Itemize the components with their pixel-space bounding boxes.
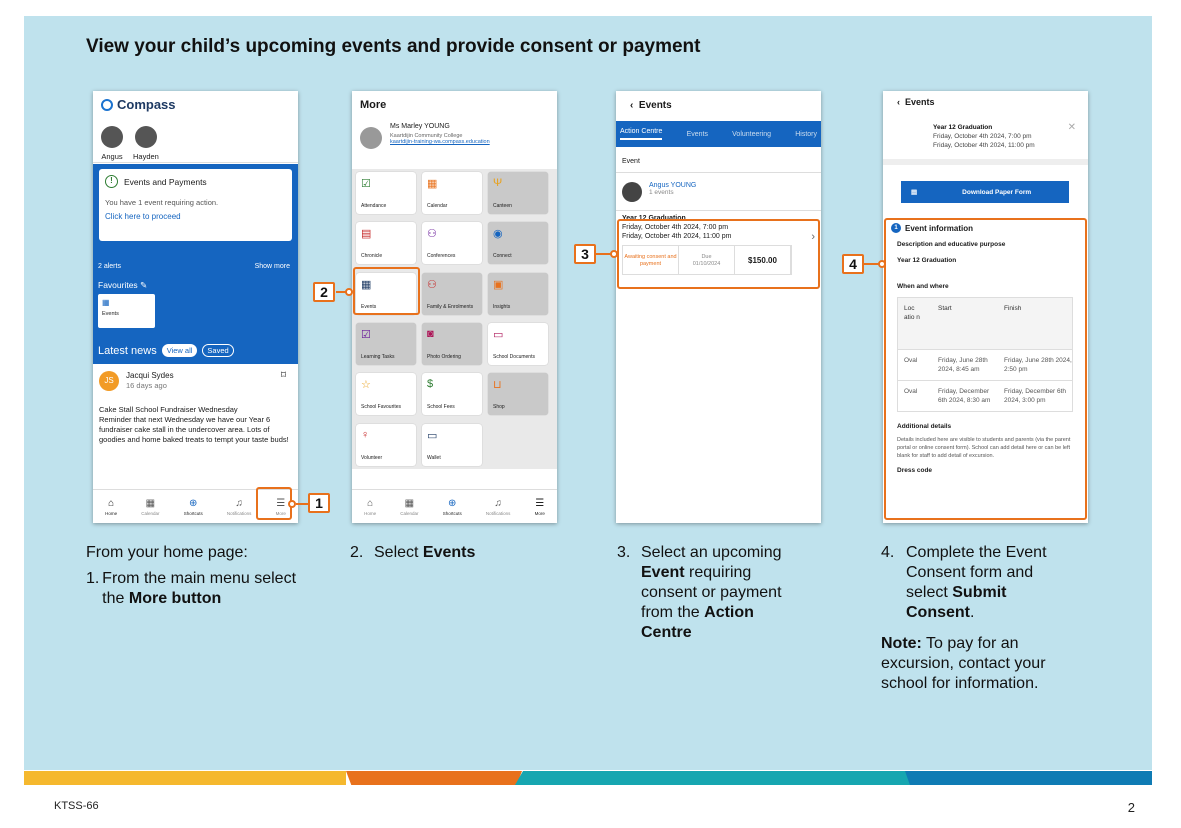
people-icon: ⚇: [427, 228, 437, 241]
footer-bar-orange: [346, 771, 522, 785]
saved-button[interactable]: Saved: [202, 344, 233, 357]
callout-3: 3: [574, 244, 596, 264]
phone-events-screen: [616, 91, 821, 523]
menu-icon: ☰: [535, 497, 545, 509]
student-angus[interactable]: Angus: [101, 126, 123, 162]
tile-connect[interactable]: ◉ Connect: [488, 222, 548, 264]
plus-circle-icon: ⊕: [189, 497, 198, 509]
tile-events[interactable]: ▦ Events: [356, 273, 416, 315]
tab-action-centre[interactable]: Action Centre: [620, 128, 662, 140]
document-code: KTSS-66: [54, 800, 99, 812]
phone-home-screen: [93, 91, 298, 523]
clipboard-icon: ▣: [493, 278, 504, 291]
tile-school-favourites[interactable]: ☆ School Favourites: [356, 373, 416, 415]
caption-step-2: 2. Select Events: [350, 544, 476, 561]
callout-line: [336, 291, 346, 293]
task-icon: ☑: [361, 328, 371, 341]
event-card[interactable]: Year 12 Graduation Friday, October 4th 2024, 7:00 pm Friday, October 4th 2024, 11:00 pm › Awaiting consent and payment Due 01/10/2024 $150.00: [616, 211, 821, 278]
tile-chronicle[interactable]: ▤ Chronicle: [356, 222, 416, 264]
nav-home[interactable]: ⌂ Home: [105, 497, 118, 516]
tile-attendance[interactable]: ☑ Attendance: [356, 172, 416, 214]
avatar: JS: [99, 371, 119, 391]
callout-connector: [610, 250, 618, 258]
folder-icon: ▭: [493, 328, 504, 341]
note-text: Note: To pay for an excursion, contact your school for information.: [881, 635, 1046, 692]
callout-2: 2: [313, 282, 335, 302]
callout-line: [864, 263, 879, 265]
favourites-label: Favourites ✎: [98, 280, 148, 290]
alerts-count: 2 alerts: [98, 263, 121, 270]
tab-history[interactable]: History: [795, 130, 817, 138]
screen-header: ‹ Events: [630, 100, 672, 111]
page-title: View your child’s upcoming events and provide consent or payment: [86, 36, 701, 57]
avatar: [135, 126, 157, 148]
page-number: 2: [1127, 800, 1135, 815]
due-date: Due 01/10/2024: [679, 246, 735, 274]
money-icon: $: [427, 378, 434, 391]
tile-school-fees[interactable]: $ School Fees: [422, 373, 482, 415]
download-paper-form-button[interactable]: ▤ Download Paper Form: [901, 181, 1069, 203]
menu-icon: ☰: [276, 497, 286, 509]
caption-step-4: 4. Complete the Event Consent form and select Submit Consent. Note: To pay for an excursion, contact your school for information.: [881, 543, 1076, 694]
callout-1: 1: [308, 493, 330, 513]
nav-calendar[interactable]: ▦ Calendar: [400, 497, 419, 516]
screen-title: More: [360, 99, 387, 111]
family-icon: ⚇: [427, 278, 437, 291]
proceed-link[interactable]: Click here to proceed: [105, 212, 181, 221]
tile-shop[interactable]: ⊔ Shop: [488, 373, 548, 415]
school-link[interactable]: kaartdijin-training-wa.compass.education: [390, 139, 490, 145]
nav-shortcuts[interactable]: ⊕ Shortcuts: [442, 497, 462, 516]
tile-insights[interactable]: ▣ Insights: [488, 273, 548, 315]
app-header: [93, 91, 298, 118]
wallet-icon: ▭: [427, 429, 438, 442]
nav-more[interactable]: ☰ More: [534, 497, 545, 516]
caption-step-3: 3. Select an upcoming Event requiring consent or payment from the Action Centre: [617, 544, 782, 641]
document-icon: ▤: [361, 228, 372, 241]
callout-connector: [288, 500, 296, 508]
highlight-events-tile: [353, 267, 420, 315]
star-icon: ☆: [361, 379, 371, 392]
calendar-icon: ▦: [145, 497, 156, 509]
screen-header: ‹ Events: [897, 97, 935, 107]
section-label: Event: [616, 151, 821, 173]
tile-volunteer[interactable]: ♀ Volunteer: [356, 424, 416, 466]
avatar: [622, 182, 642, 202]
view-all-button[interactable]: View all: [162, 344, 198, 357]
calendar-icon: ▦: [361, 278, 372, 291]
bell-icon: ♫: [494, 497, 502, 509]
news-post[interactable]: JS Jacqui Sydes 16 days ago ⌑ Cake Stall School Fundraiser Wednesday Reminder that next Wednesday we have our Year 6 fundraiser cake stall in the undercover area. Lots of goodies and home baked treats to tempt your taste buds!: [99, 370, 289, 444]
avatar: [101, 126, 123, 148]
home-icon: ⌂: [367, 497, 374, 509]
table-row: Oval Friday, June 28th 2024, 8:45 am Friday, June 28th 2024, 2:50 pm: [898, 350, 1072, 381]
nav-more[interactable]: ☰ More: [275, 497, 286, 516]
caption-step-1: From your home page: 1. From the main menu select the More button: [86, 544, 297, 607]
plus-circle-icon: ⊕: [448, 497, 457, 509]
tile-wallet[interactable]: ▭ Wallet: [422, 424, 482, 466]
back-icon[interactable]: ‹: [630, 100, 634, 111]
chat-icon: ◉: [493, 228, 503, 241]
events-payments-card[interactable]: ! Events and Payments You have 1 event requiring action. Click here to proceed: [99, 169, 292, 241]
callout-4: 4: [842, 254, 864, 274]
avatar: [360, 127, 382, 149]
nav-notifications[interactable]: ♫ Notifications: [226, 497, 252, 516]
footer-bar-yellow: [24, 771, 346, 785]
tab-events[interactable]: Events: [686, 130, 708, 138]
tile-calendar[interactable]: ▦ Calendar: [422, 172, 482, 214]
bottom-nav: [352, 489, 557, 523]
fav-events-tile[interactable]: ▦ Events: [98, 294, 155, 328]
status-badge: Awaiting consent and payment: [623, 246, 679, 274]
tile-canteen[interactable]: Ψ Canteen: [488, 172, 548, 214]
table-row: Oval Friday, December 6th 2024, 8:30 am Friday, December 6th 2024, 3:00 pm: [904, 388, 1067, 404]
table-header: Loc atio n Start Finish: [898, 298, 1072, 350]
nav-shortcuts[interactable]: ⊕ Shortcuts: [183, 497, 203, 516]
calendar-icon: ▦: [102, 298, 110, 307]
footer-bar-blue: [905, 771, 1152, 785]
calendar-icon: ▦: [427, 178, 438, 190]
footer-bar-teal: [515, 771, 915, 785]
tab-bar: [616, 121, 821, 147]
home-icon: ⌂: [108, 497, 115, 509]
nav-notifications[interactable]: ♫ Notifications: [485, 497, 511, 516]
volunteer-icon: ♀: [361, 428, 370, 441]
bookmark-icon[interactable]: ⌑: [280, 370, 286, 381]
student-row: Angus YOUNG 1 events: [616, 173, 821, 211]
latest-news-row: Latest news View all Saved: [98, 344, 234, 357]
tile-school-documents[interactable]: ▭ School Documents: [488, 323, 548, 365]
callout-connector: [345, 288, 353, 296]
price: $150.00: [735, 246, 791, 274]
bell-icon: ♫: [235, 497, 243, 509]
checklist-icon: ☑: [361, 178, 371, 190]
highlight-event-information: [884, 218, 1087, 520]
document-icon: ▤: [911, 189, 918, 196]
event-information-section: 1 Event information Description and educative purpose Year 12 Graduation When and where Loc atio n Start Finish Oval Friday, June 28th 2024, 8:45 am Friday, June 28th 2024, 2:50 pm Oval Friday, December 6th 2024, 8:30 am Friday, December 6th 2024, 3:00 pm Additional details Details included here are visible to students and parents (via the parent portal or online consent form). School can add detail here or can be left blank for staff to add detail of excursion. Dress code: [883, 219, 1088, 479]
cutlery-icon: Ψ: [493, 177, 503, 189]
show-more-link[interactable]: Show more: [254, 263, 290, 270]
tab-volunteering[interactable]: Volunteering: [732, 130, 772, 138]
profile-row: Ms Marley YOUNG Kaartdijin Community College kaartdijin-training-wa.compass.education: [352, 119, 557, 161]
tile-photo-ordering[interactable]: ◙ Photo Ordering: [422, 323, 482, 365]
close-icon[interactable]: ✕: [1067, 122, 1076, 133]
camera-icon: ◙: [427, 327, 434, 340]
nav-home[interactable]: ⌂ Home: [364, 497, 377, 516]
callout-line: [596, 253, 611, 255]
back-icon[interactable]: ‹: [897, 97, 900, 107]
calendar-icon: ▦: [404, 497, 415, 509]
pencil-icon[interactable]: ✎: [140, 280, 148, 290]
tile-conferences[interactable]: ⚇ Conferences: [422, 222, 482, 264]
nav-calendar[interactable]: ▦ Calendar: [141, 497, 160, 516]
menu-grid: [352, 169, 557, 469]
compass-logo-icon: [101, 99, 113, 111]
brand-name: Compass: [117, 97, 176, 112]
step-badge: 1: [891, 223, 901, 233]
highlight-event-card: [617, 219, 820, 289]
event-summary: Year 12 Graduation Friday, October 4th 2024, 7:00 pm Friday, October 4th 2024, 11:00 pm ✕: [883, 117, 1088, 165]
tile-family-enrolments[interactable]: ⚇ Family & Enrolments: [422, 273, 482, 315]
cart-icon: ⊔: [493, 379, 502, 392]
student-list: [93, 118, 298, 163]
student-hayden[interactable]: Hayden: [133, 126, 159, 162]
chevron-right-icon: ›: [811, 231, 815, 243]
callout-connector: [878, 260, 886, 268]
alert-icon: !: [105, 175, 118, 188]
highlight-more-button: [256, 487, 292, 520]
tile-learning-tasks[interactable]: ☑ Learning Tasks: [356, 323, 416, 365]
callout-line: [296, 503, 308, 505]
